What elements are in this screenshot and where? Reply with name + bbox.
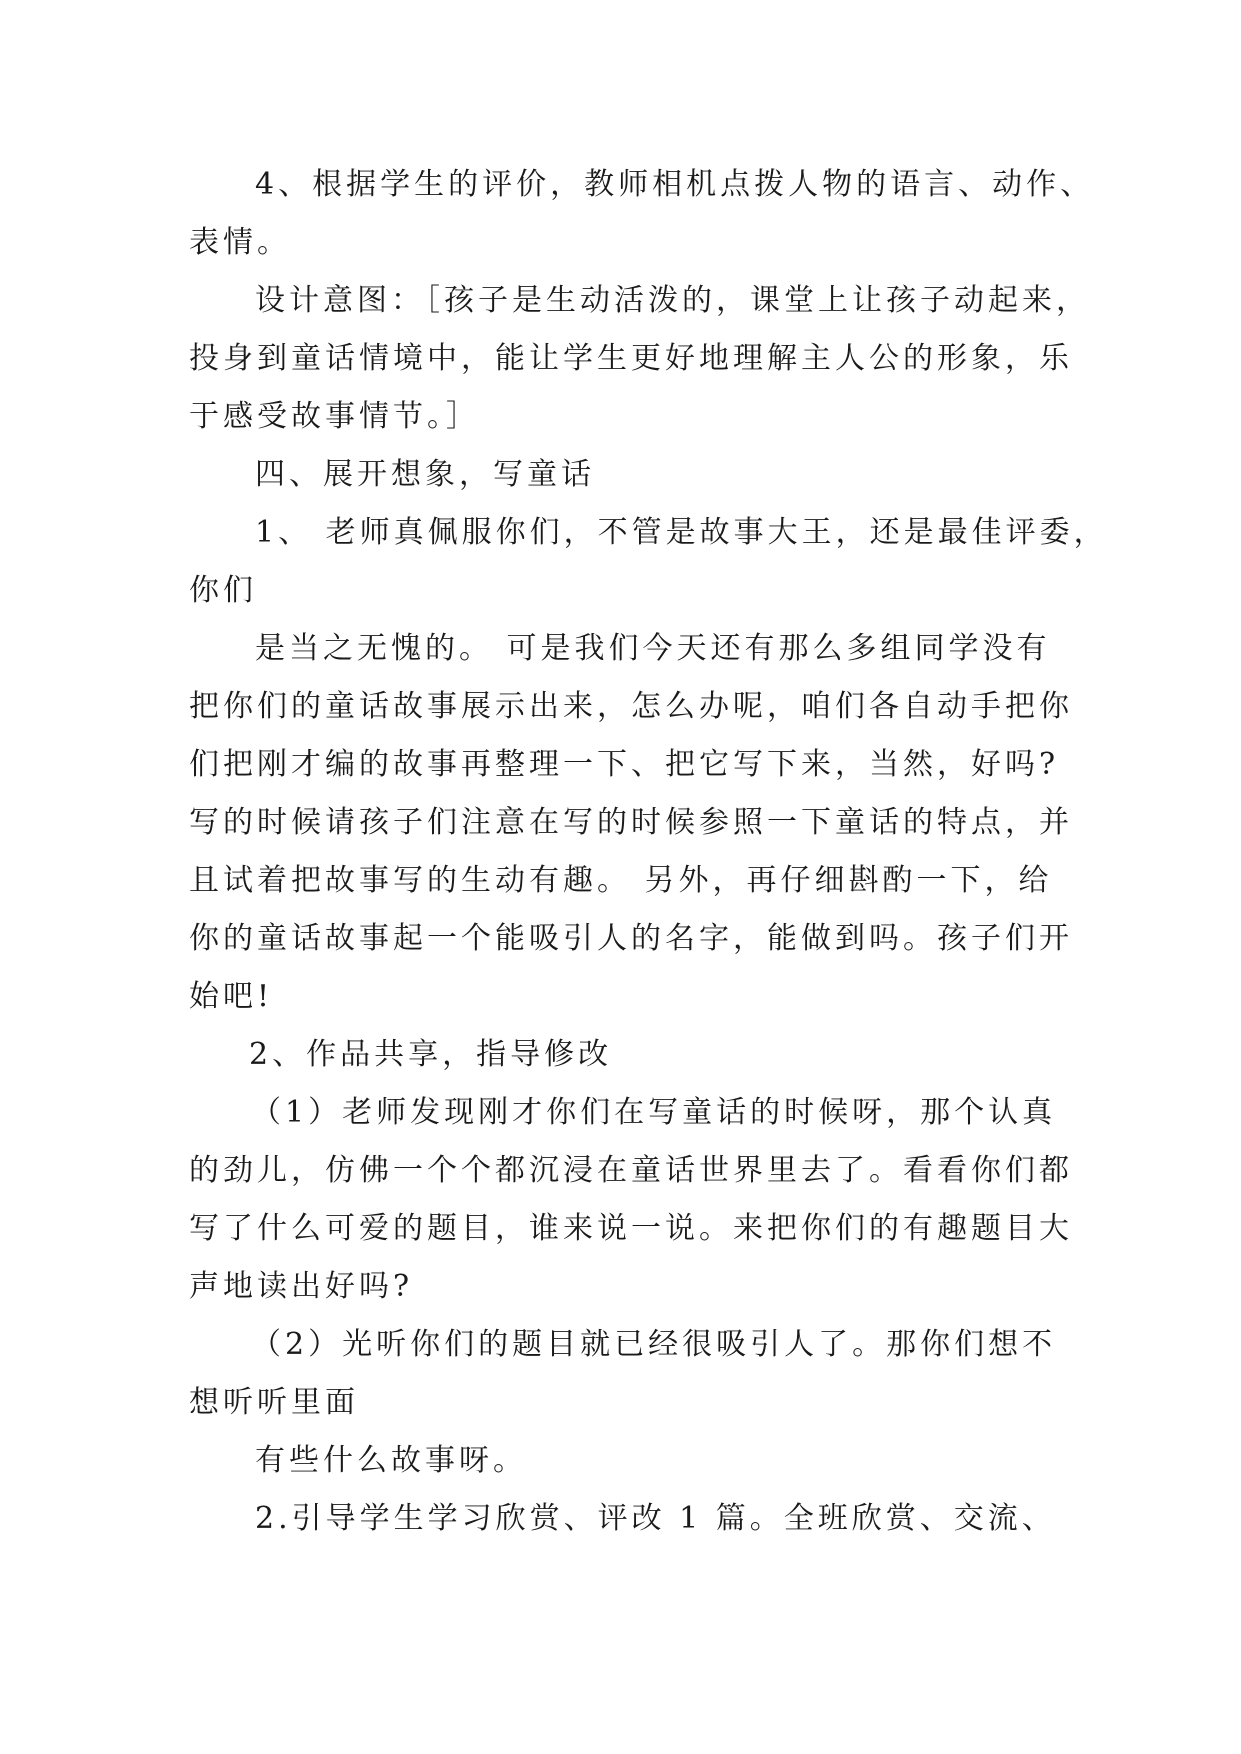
paragraph-line: （2）光听你们的题目就已经很吸引人了。那你们想不 [251, 1327, 1057, 1362]
paragraph-line: 把你们的童话故事展示出来，怎么办呢，咱们各自动手把你 [189, 689, 1073, 724]
paragraph-line: 2.引导学生学习欣赏、评改 1 篇。全班欣赏、交流、 [255, 1501, 1056, 1536]
section-heading: 2、作品共享，指导修改 [249, 1037, 613, 1072]
paragraph-line: 于感受故事情节。］ [189, 399, 480, 434]
section-heading: 四、展开想象，写童话 [255, 457, 595, 492]
paragraph-line: 们把刚才编的故事再整理一下、把它写下来，当然，好吗? [189, 747, 1060, 782]
paragraph-line: 1、 老师真佩服你们，不管是故事大王，还是最佳评委， [255, 515, 1108, 550]
paragraph-line: 的劲儿，仿佛一个个都沉浸在童话世界里去了。看看你们都 [189, 1153, 1073, 1188]
paragraph-line: （1）老师发现刚才你们在写童话的时候呀，那个认真 [251, 1095, 1057, 1130]
paragraph-line: 声地读出好吗? [189, 1269, 414, 1304]
paragraph-line: 有些什么故事呀。 [255, 1443, 527, 1478]
paragraph-line: 写的时候请孩子们注意在写的时候参照一下童话的特点，并 [189, 805, 1073, 840]
paragraph-line: 设计意图：［孩子是生动活泼的，课堂上让孩子动起来， [255, 283, 1090, 318]
document-body [189, 156, 1108, 1548]
paragraph-line: 4、根据学生的评价，教师相机点拨人物的语言、动作、 [255, 167, 1095, 202]
paragraph-line: 你们 [189, 573, 257, 608]
paragraph-line: 且试着把故事写的生动有趣。 另外，再仔细斟酌一下，给 [189, 863, 1053, 898]
paragraph-line: 你的童话故事起一个能吸引人的名字，能做到吗。孩子们开 [189, 921, 1073, 956]
paragraph-line: 写了什么可爱的题目，谁来说一说。来把你们的有趣题目大 [189, 1211, 1073, 1246]
paragraph-line: 想听听里面 [189, 1385, 359, 1420]
paragraph-line: 投身到童话情境中，能让学生更好地理解主人公的形象，乐 [189, 341, 1073, 376]
paragraph-line: 是当之无愧的。 可是我们今天还有那么多组同学没有 [255, 631, 1051, 666]
paragraph-line: 始吧! [189, 979, 274, 1014]
paragraph-line: 表情。 [189, 225, 291, 260]
